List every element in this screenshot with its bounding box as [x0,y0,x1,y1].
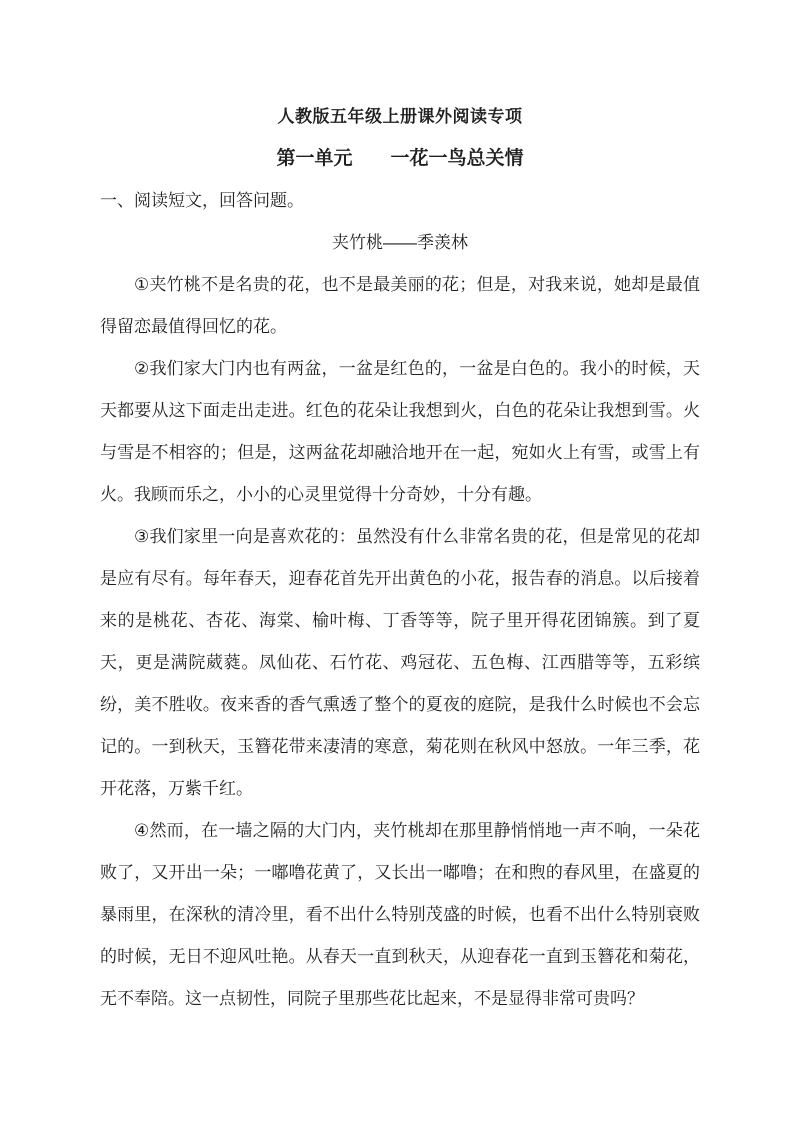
passage-paragraph-3: ③我们家里一向是喜欢花的：虽然没有什么非常名贵的花，但是常见的花却是应有尽有。每年春天，迎春花首先开出黄色的小花，报告春的消息。以后接着来的是桃花、杏花、海棠、榆叶梅、丁香等等，院子里开得花团锦簇。到了夏天，更是满院葳蕤。凤仙花、石竹花、鸡冠花、五色梅、江西腊等等，五彩缤纷，美不胜收。夜来香的香气熏透了整个的夏夜的庭院，是我什么时候也不会忘记的。一到秋天，玉簪花带来凄清的寒意，菊花则在秋风中怒放。一年三季，花开花落，万紫千红。 [100,527,700,798]
passage-title: 夹竹桃——季羡林 [332,233,468,252]
section-instruction: 一、阅读短文，回答问题。 [100,191,304,210]
passage-paragraph-4: ④然而，在一墙之隔的大门内，夹竹桃却在那里静悄悄地一声不响，一朵花败了，又开出一朵；一嘟噜花黄了，又长出一嘟噜；在和煦的春风里，在盛夏的暴雨里，在深秋的清冷里，看不出什么特别茂盛的时候，也看不出什么特别衰败的时候，无日不迎风吐艳。从春天一直到秋天，从迎春花一直到玉簪花和菊花，无不奉陪。这一点韧性，同院子里那些花比起来，不是显得非常可贵吗？ [100,821,700,1008]
unit-heading: 第一单元 一花一鸟总关情 [276,148,524,169]
doc-title: 人教版五年级上册课外阅读专项 [277,107,523,126]
document-content [100,96,700,1020]
passage-paragraph-2: ②我们家大门内也有两盆，一盆是红色的，一盆是白色的。我小的时候，天天都要从这下面走出走进。红色的花朵让我想到火，白色的花朵让我想到雪。火与雪是不相容的；但是，这两盆花却融洽地开在一起，宛如火上有雪，或雪上有火。我顾而乐之，小小的心灵里觉得十分奇妙，十分有趣。 [100,359,700,504]
passage-paragraph-1: ①夹竹桃不是名贵的花，也不是最美丽的花；但是，对我来说，她却是最值得留恋最值得回忆的花。 [100,275,700,336]
